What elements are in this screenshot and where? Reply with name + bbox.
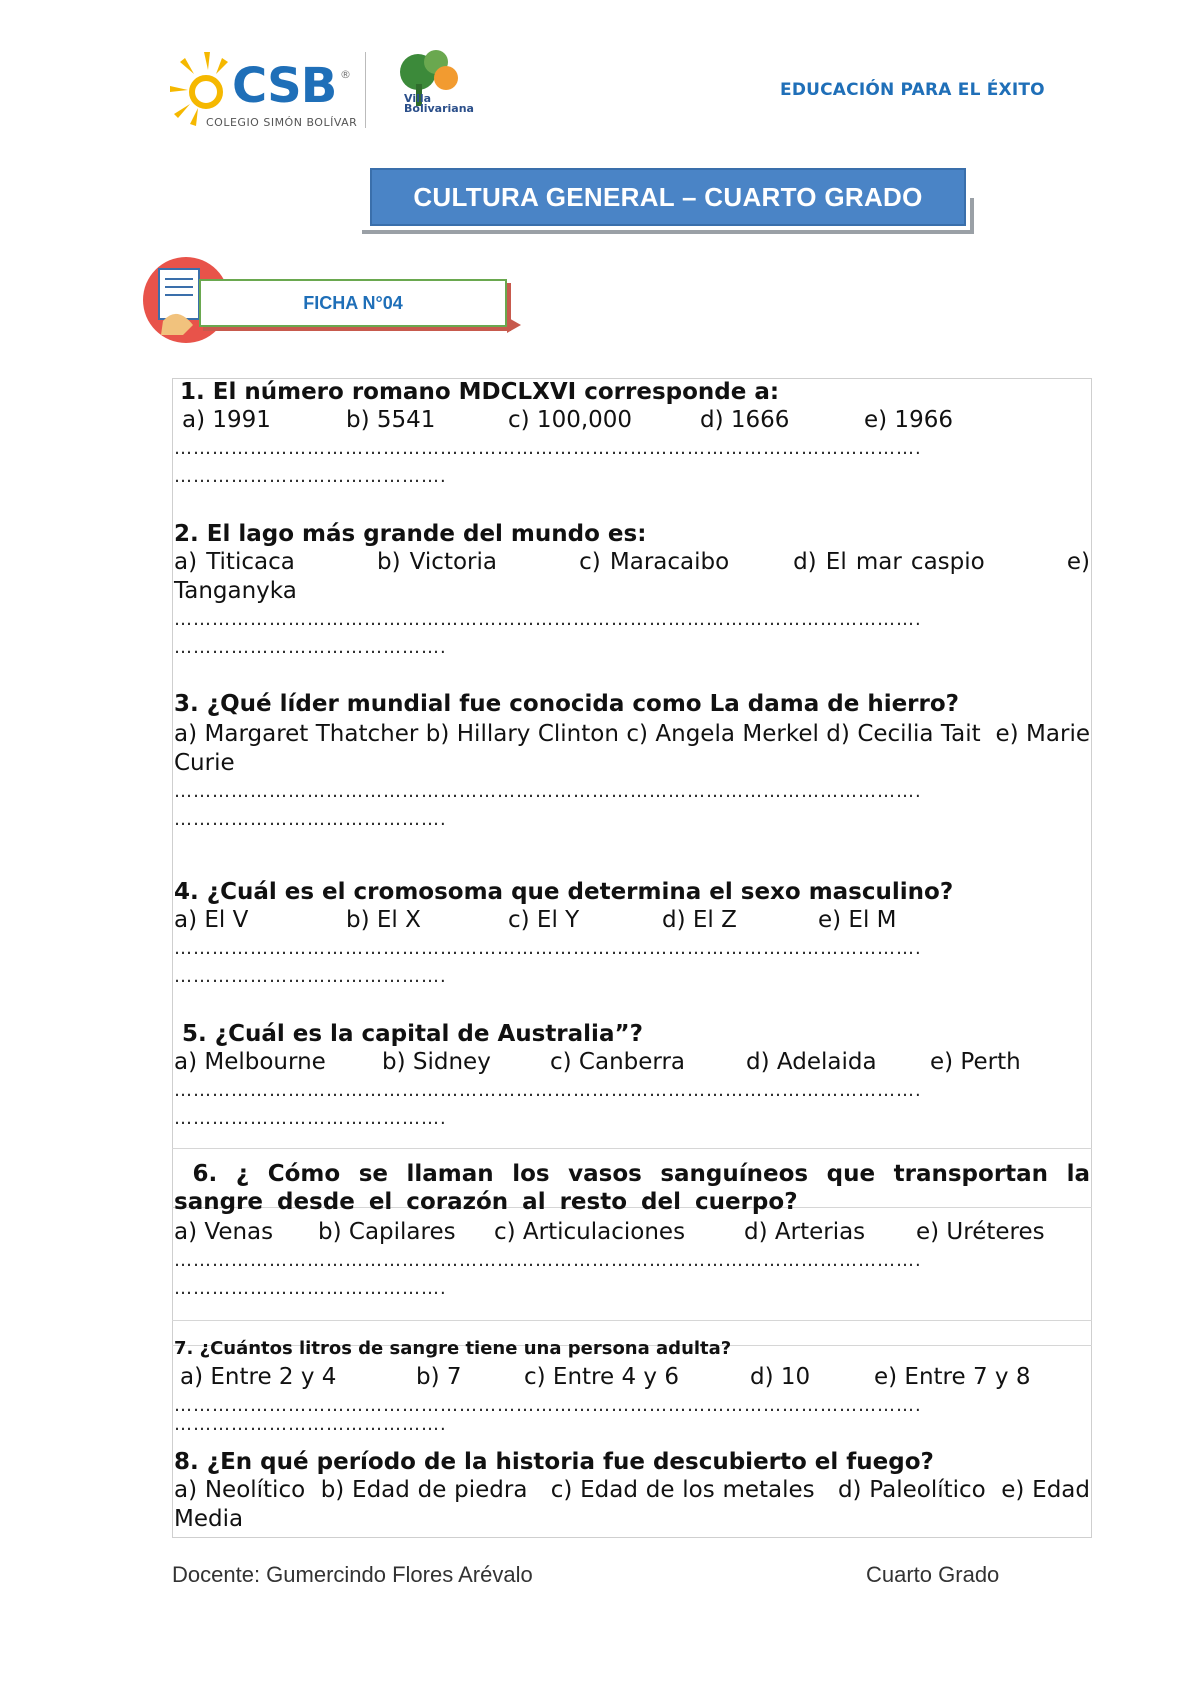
question-3 bbox=[174, 690, 1098, 834]
registered-mark: ® bbox=[340, 68, 351, 81]
answer-line: ……………………………………. bbox=[174, 1278, 447, 1299]
answer-line: ………………………………………………………………………………………………………. bbox=[174, 1395, 922, 1416]
ficha-number: FICHA N°04 bbox=[303, 292, 403, 313]
question-3-options: a) Margaret Thatcher b) Hillary Clinton c) Angela Merkel d) Cecilia Tait e) Marie Curie bbox=[174, 721, 1098, 776]
option: a) Melbourne bbox=[174, 1049, 326, 1075]
option: d) Arterias bbox=[744, 1219, 866, 1245]
question-4 bbox=[174, 878, 1090, 991]
option: c) 100,000 bbox=[508, 407, 633, 433]
answer-line: ………………………………………………………………………………………………………. bbox=[174, 1080, 922, 1101]
question-7-title: 7. ¿Cuántos litros de sangre tiene una persona adulta? bbox=[174, 1338, 732, 1359]
table-divider bbox=[172, 1320, 1092, 1321]
option: e) Perth bbox=[930, 1049, 1021, 1075]
option: e) Uréteres bbox=[916, 1219, 1045, 1245]
csb-logo bbox=[170, 50, 360, 130]
option: b) Sidney bbox=[382, 1049, 491, 1075]
ficha-badge bbox=[143, 257, 543, 347]
ficha-label-box bbox=[199, 279, 507, 327]
answer-line: ……………………………………. bbox=[174, 809, 447, 830]
question-8-title: 8. ¿En qué período de la historia fue descubierto el fuego? bbox=[174, 1449, 934, 1475]
option: d) Adelaida bbox=[746, 1049, 877, 1075]
question-1-title: 1. El número romano MDCLXVI corresponde a: bbox=[180, 379, 780, 405]
option: e) 1966 bbox=[864, 407, 953, 433]
question-4-title: 4. ¿Cuál es el cromosoma que determina el sexo masculino? bbox=[174, 879, 954, 905]
answer-line: ……………………………………. bbox=[174, 466, 447, 487]
page-title: CULTURA GENERAL – CUARTO GRADO bbox=[413, 181, 923, 212]
option: b) Capilares bbox=[318, 1219, 456, 1245]
question-7-options bbox=[174, 1363, 1090, 1392]
answer-line: ………………………………………………………………………………………………………. bbox=[174, 438, 922, 459]
header-motto: EDUCACIÓN PARA EL ÉXITO bbox=[780, 80, 1045, 100]
question-7 bbox=[174, 1335, 1090, 1435]
question-6 bbox=[174, 1160, 1105, 1303]
answer-line: ………………………………………………………………………………………………………. bbox=[174, 938, 922, 959]
option: e) El M bbox=[818, 907, 897, 933]
question-6-options bbox=[174, 1218, 1090, 1247]
csb-school-name: COLEGIO SIMÓN BOLÍVAR bbox=[206, 116, 358, 129]
option: c) Canberra bbox=[550, 1049, 686, 1075]
option: e) Entre 7 y 8 bbox=[874, 1364, 1031, 1390]
table-divider bbox=[172, 1148, 1092, 1149]
question-8-options: a) Neolítico b) Edad de piedra c) Edad de los metales d) Paleolítico e) Edad Media bbox=[174, 1477, 1098, 1532]
answer-line: ……………………………………. bbox=[174, 1414, 447, 1435]
question-5-options bbox=[174, 1048, 1090, 1077]
option: b) El X bbox=[346, 907, 421, 933]
answer-line: ………………………………………………………………………………………………………. bbox=[174, 1250, 922, 1271]
question-5-title: 5. ¿Cuál es la capital de Australia”? bbox=[174, 1021, 643, 1047]
villa-line2: Bolivariana bbox=[404, 102, 474, 115]
option: a) Entre 2 y 4 bbox=[180, 1364, 337, 1390]
answer-line: ……………………………………. bbox=[174, 966, 447, 987]
answer-line: ………………………………………………………………………………………………………. bbox=[174, 609, 922, 630]
option: a) El V bbox=[174, 907, 249, 933]
question-4-options bbox=[174, 906, 1090, 935]
option: c) Entre 4 y 6 bbox=[524, 1364, 679, 1390]
question-5 bbox=[174, 1020, 1090, 1133]
answer-line: ………………………………………………………………………………………………………. bbox=[174, 781, 922, 802]
question-1-options bbox=[174, 406, 1090, 435]
logo-divider bbox=[365, 52, 366, 128]
question-2-options: a) Titicaca b) Victoria c) Maracaibo d) El mar caspio e) Tanganyka bbox=[174, 549, 1098, 604]
option: b) 5541 bbox=[346, 407, 436, 433]
title-banner bbox=[370, 168, 966, 226]
villa-wordmark bbox=[404, 94, 474, 114]
teacher-name: Docente: Gumercindo Flores Arévalo bbox=[172, 1562, 533, 1587]
option: d) El Z bbox=[662, 907, 737, 933]
villa-line1: Villa bbox=[404, 92, 432, 105]
question-1 bbox=[174, 378, 1090, 491]
csb-wordmark: CSB bbox=[232, 58, 337, 114]
option: c) Articulaciones bbox=[494, 1219, 686, 1245]
question-3-title: 3. ¿Qué líder mundial fue conocida como La dama de hierro? bbox=[174, 691, 960, 717]
question-6-title: 6. ¿ Cómo se llaman los vasos sanguíneos que transportan la sangre desde el corazón al resto del cuerpo? bbox=[174, 1161, 1105, 1215]
option: a) Venas bbox=[174, 1219, 274, 1245]
question-8 bbox=[174, 1448, 1098, 1534]
option: d) 10 bbox=[750, 1364, 811, 1390]
option: c) El Y bbox=[508, 907, 580, 933]
answer-line: ……………………………………. bbox=[174, 1108, 447, 1129]
grade-label: Cuarto Grado bbox=[866, 1562, 1000, 1587]
question-2-title: 2. El lago más grande del mundo es: bbox=[174, 521, 647, 547]
answer-line: ……………………………………. bbox=[174, 637, 447, 658]
option: a) 1991 bbox=[182, 407, 271, 433]
question-2 bbox=[174, 520, 1098, 662]
option: d) 1666 bbox=[700, 407, 790, 433]
arrow-right-icon bbox=[507, 317, 521, 333]
option: b) 7 bbox=[416, 1364, 462, 1390]
villa-bolivariana-logo bbox=[388, 48, 478, 128]
